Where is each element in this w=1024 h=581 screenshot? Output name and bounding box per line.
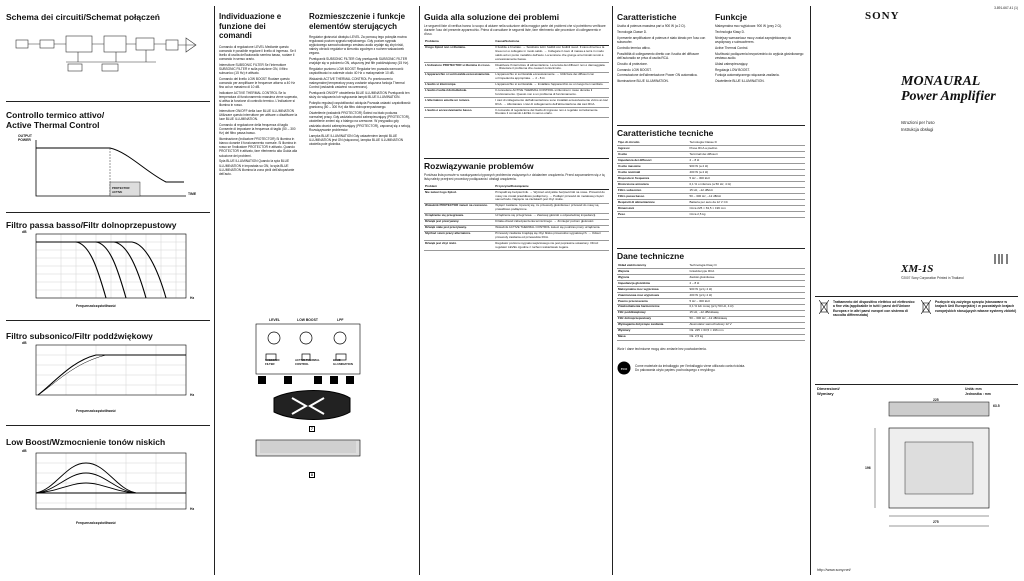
lpf-plot: [6, 230, 206, 310]
spec-pl-row-cell: Wyjścia: [617, 274, 688, 280]
features-it-title: Caratteristiche: [617, 12, 677, 22]
column-diagrams: [6, 6, 210, 575]
trouble-it-row-cell: L'apparecchio si surriscalda. → Installare l'apparecchio su un luogo ben ventilato.: [494, 82, 609, 88]
trouble-pl-row-cell: Przepalił się bezpiecznik. → Wymień wszystkie bezpieczniki na nowe. Przewód do masy nie został prawidłowo podłączony. → Podłącz przewód do metalowej części samochodu. Napięcie na zaciskach jest zbyt niskie.: [494, 190, 609, 204]
control-pl-item: Przełącznik SUBSONIC FILTER Gdy przełącznik SUBSONIC FILTER znajduje się w położeniu ON, włączony jest filtr poddźwiękowy (15 Hz).: [309, 57, 409, 66]
trouble-it-row: [424, 62, 609, 72]
weee-it: Trattamento del dispositivo elettrico od elettronico a fine vita (applicabile in tutti i paesi dell'Unione Europea e in altri paesi europei con sistema di raccolta differenziata): [833, 300, 915, 318]
specs-pl-table: [617, 263, 805, 341]
boost-plot: [6, 449, 206, 519]
spec-pl-row-cell: Układ elektroniczny: [617, 263, 688, 268]
title-power-amplifier: Power Amplifier: [901, 89, 996, 104]
spec-pl-row-cell: Maksymalna moc wyjściowa: [617, 286, 688, 292]
trouble-pl-row: [424, 190, 609, 204]
spec-it-row-cell: Ingressi: [617, 146, 688, 152]
controls-pl-title: Rozmieszczenie i funkcje elementów sterujących: [309, 12, 406, 31]
recycle-icon: [617, 361, 631, 375]
feature-it-item: Controllo termico attivo.: [617, 45, 651, 50]
features-pl-title: Funkcje: [715, 12, 748, 22]
troubleshooting-it-intro: Le seguenti liste di verifica hanno lo scopo di aiutare nella soluzione della maggior parte dei problemi che si potrebbero verificare durante l'uso del presente apparecchio. Prima di consultare le seguenti liste, fare riferimento alle procedure di collegamento e d'uso.: [424, 24, 606, 37]
spec-pl-row-cell: 5 Hz – 300 kHz: [688, 298, 805, 304]
feature-it-item: Circuito di protezione.: [617, 61, 648, 66]
circuit-diagram: [6, 28, 206, 78]
spec-pl-row-cell: Akumulator samochodowy 12 V: [688, 322, 805, 328]
control-it-item: Comando di regolazione della frequenza di taglio Consente di impostare la frequenza di taglio (50 – 300 Hz) del filtro passa basso.: [219, 123, 296, 136]
trouble-it-row: [424, 88, 609, 98]
spec-it-row-cell: Dimensioni: [617, 206, 688, 212]
dim-overall: 275: [933, 520, 939, 524]
feature-pl-item: Active Thermal Control.: [715, 45, 749, 50]
specs-pl-title: Dane techniczne: [617, 251, 685, 261]
trouble-pl-row-cell: Nie świeci logo Xplod.: [424, 190, 494, 204]
trouble-it-row-cell: L'apparecchio si surriscalda eccessivamente. → Utilizzare dei diffusori con un'impedenza appropriata. → 2 - 8 Ω.: [494, 72, 609, 82]
spec-it-row-cell: Circa 225 × 63,5 × 196 mm: [688, 206, 805, 212]
column-features-specs: [617, 6, 805, 575]
control-pl-item: Pokrętło regulacji częstotliwości odcięcia Pozwala ustawić częstotliwość graniczną (50 – 300 Hz) dla filtru dolnoprzepustowego.: [309, 101, 411, 110]
sub-hz: Hz: [190, 393, 195, 397]
panel-thermal-label: ACTIVE THERMAL CONTROL: [295, 358, 320, 367]
boost-title: Low Boost/Wzmocnienie tonów niskich: [6, 437, 166, 448]
divider-3: [612, 6, 613, 575]
control-pl-item: Regulator głośności dźwięku LEVEL Za pomocą tego pokrętła można regulować poziom sygnału wejściowego. Gdy poziom sygnału wyjściowego samochodowego zestawu audio wydaje się zbyt niski, należy obrócić regulator w kierunku zgodnym z ruchem wskazówek zegara.: [309, 35, 407, 56]
control-it-item: Interruttore ON/OFF della luce BLUE ILLUMINATION Utilizzare questo interruttore per attivare o disattivare la luce BLUE ILLUMINATION.: [219, 109, 298, 122]
trouble-pl-row-cell: Wskaźnik ACTIVE THERMAL CONTROL świeci się podczas pracy urządzenia.: [494, 225, 609, 231]
spec-pl-row-cell: Ok. 2,5 kg: [688, 334, 805, 340]
eco-note-pl: Do pakowania użyto papieru pochodzącego z recyklingu.: [635, 368, 716, 372]
trouble-it-row: [424, 108, 609, 118]
control-it-item: Indicatore ACTIVE THERMAL CONTROL Se la temperatura di funzionamento massima viene superata, si attiva la funzione di controllo termico. L'indicatore si illumina in rosso.: [219, 90, 298, 108]
spec-it-row-cell: Prese RCA a piedino: [688, 146, 805, 152]
lpf-chart: [6, 230, 210, 310]
spec-it-row-cell: Peso: [617, 212, 688, 218]
spec-pl-row-cell: 900 W (przy 2 Ω): [688, 286, 805, 292]
features-it-list: [617, 24, 709, 83]
boost-chart: [6, 449, 210, 519]
spec-it-row-cell: 2 – 8 Ω: [688, 158, 805, 164]
troubleshooting-pl-intro: Poniższa lista pomoże w rozwiązywaniu typowych problemów związanych z działaniem urządzenia. Przed zapoznaniem się z tą listą należy przejrzeć procedury podłączania i obsługi urządzenia.: [424, 172, 605, 182]
dim-unit-pl: Jednostka : mm: [965, 392, 991, 396]
th-problem: Problema: [424, 40, 494, 45]
trouble-pl-row-cell: Działa obwód zabezpieczenia termicznego. → Zmniejsz poziom głośności.: [494, 219, 609, 225]
copyright: ©2007 Sony Corporation Printed in Thailand: [901, 276, 964, 280]
feature-pl-item: Oświetlenie BLUE ILLUMINATION.: [715, 79, 765, 84]
spec-pl-row: [617, 334, 805, 340]
spec-it-row-cell: Distorsione armonica: [617, 182, 688, 188]
control-pl-item: Regulator poziomu LOW BOOST Regulator ten pozwala wzmocnić częstotliwości w zakresie około 40 Hz o maksymalnie 10 dB.: [309, 67, 404, 76]
dim-depth: 196: [865, 466, 871, 470]
lpf-title: Filtro passa basso/Filtr dolnoprzepustowy: [6, 220, 177, 230]
controls-pl-list: [309, 35, 411, 146]
sony-url: http://www.sony.net/: [817, 568, 851, 572]
sony-logo: SONY: [865, 10, 900, 22]
subsonic-title: Filtro subsonico/Filtr poddźwiękowy: [6, 331, 153, 341]
spec-it-row-cell: Uscite massime: [617, 164, 688, 170]
trouble-pl-row-cell: Słychać szum pracy alternatora.: [424, 231, 494, 241]
control-pl-item: Przełącznik ON/OFF oświetlenia BLUE ILLUMINATION Przełącznik ten służy do włączania lub wyłączania lampki BLUE ILLUMINATION.: [309, 91, 410, 100]
spec-pl-row-cell: Ok. 225 × 63,5 × 196 mm: [688, 328, 805, 334]
spec-it-row-cell: Uscite: [617, 152, 688, 158]
trouble-pl-row-cell: Urządzenie się przegrzewa. → Zastosuj głośniki o odpowiedniej impedancji.: [494, 213, 609, 219]
dim-title-1: Dimensioni/: [817, 386, 840, 391]
spec-it-row-cell: 900 W (a 2 Ω): [688, 164, 805, 170]
trouble-pl-row-cell: Dźwięk jest przerywany.: [424, 219, 494, 225]
troubleshooting-pl-table: [424, 184, 609, 251]
feature-pl-item: Możliwość podłączenia bezpośrednio do wyjścia głośnikowego zestawu audio.: [715, 51, 804, 60]
dim-height: 63.5: [993, 404, 1000, 408]
panel-lowboost-label: LOW BOOST: [297, 318, 318, 322]
spec-it-row-cell: Terminali dei diffusori: [688, 152, 805, 158]
spec-it-row-cell: Requisiti di alimentazione: [617, 200, 688, 206]
th-cause: Causa/Soluzione: [494, 40, 609, 45]
th-pl-problem: Problem: [424, 184, 494, 189]
column-controls-it: [219, 6, 299, 575]
dim-unit: Unità: mm: [965, 387, 982, 391]
thermal-ylabel: OUTPUT POWER: [18, 134, 32, 143]
trouble-it-row: [424, 98, 609, 108]
trouble-pl-row-cell: Przewody zasilania znajdują się zbyt blisko przewodów sygnałowych. → Odsuń przewody zasilania od przewodów RCA.: [494, 231, 609, 241]
lpf-hz: Hz: [190, 296, 195, 300]
column-controls-pl: [265, 6, 411, 575]
spec-pl-row-cell: Zaciski głośnikowe: [688, 274, 805, 280]
spec-pl-row-cell: 50 – 300 Hz, –12 dB/oktawę: [688, 316, 805, 322]
trouble-it-row: [424, 72, 609, 82]
spec-pl-row-cell: Znamionowa moc wyjściowa: [617, 292, 688, 298]
sub-db: dB: [22, 341, 27, 345]
control-it-item: Interruttore SUBSONIC FILTER Se l'interruttore SUBSONIC FILTER è sulla posizione ON, il filtro subsonico (15 Hz) è attivato.: [219, 62, 288, 75]
feature-pl-item: Technologia Klasy D.: [715, 29, 745, 34]
features-pl-list: [715, 24, 805, 83]
spec-it-row-cell: Filtro subsonico: [617, 188, 688, 194]
trouble-pl-row-cell: Wyłącz zasilanie. Upewnij się, że przewody głośnikowe i przewód do masy są prawidłowo podłączone.: [494, 203, 609, 213]
callout-7: 7: [311, 427, 313, 431]
spec-pl-row-cell: 15 Hz, –12 dB/oktawę: [688, 310, 805, 316]
control-panel-illustration: [254, 316, 364, 486]
trouble-pl-row-cell: Regulator poziomu sygnału wejściowego nie jest poprawnie ustawiony. Obróć regulator LEVEL zgodnie z ruchem wskazówek zegara.: [494, 241, 609, 251]
weee-bin-icon: [819, 300, 829, 314]
subsonic-plot: [6, 341, 206, 405]
dim-title-2: Wymiary: [817, 391, 834, 396]
control-pl-item: Lampka BLUE ILLUMINATION Gdy ustawieniem lampki BLUE ILLUMINATION jest ON (włączona), lampka BLUE ILLUMINATION oświetla pole głośnika.: [309, 133, 404, 146]
spec-pl-row-cell: Filtr dolnoprzepustowy: [617, 316, 688, 322]
divider-1: [214, 6, 215, 575]
specs-it-table: [617, 140, 805, 218]
feature-it-item: Possibilità di collegamento diretto con l'uscita del diffusore dell'autoradio se priva di uscita RCA.: [617, 51, 700, 60]
feature-pl-item: Układ zabezpieczający.: [715, 61, 749, 66]
spec-pl-row-cell: Wymiary: [617, 328, 688, 334]
lpf-db: dB: [22, 230, 27, 234]
spec-it-row-cell: Tecnologia Classe D: [688, 140, 805, 145]
trouble-it-row-cell: Il comando di regolazione del livello di ingresso non è regolato correttamente. Ruotare il comando LEVEL in senso orario.: [494, 108, 609, 118]
boost-freq-label: Frequenza/częstotliwość: [76, 521, 116, 526]
feature-it-item: Tecnologia Classe D.: [617, 29, 647, 34]
control-pl-item: Oświetlenie (wskaźnik PROTECTOR) Świeci na biało podczas normalnej pracy. Gdy zadziała obwód zabezpieczający (PROTECTOR), oświetlenie zmieni się z białego na czerwone. W przypadku gdy zadziała obwód zabezpieczający (PROTECTOR), zapoznaj się z sekcją Rozwiązywanie problemów.: [309, 111, 411, 132]
spec-pl-row-cell: Technologia Klasy D: [688, 263, 805, 268]
controls-it-list: [219, 45, 299, 176]
dim-width: 225: [933, 398, 939, 402]
troubleshooting-pl-title: Rozwiązywanie problemów: [424, 160, 534, 171]
weee-bin-icon-pl: [921, 300, 931, 314]
divider-2: [419, 6, 420, 575]
spec-it-row-cell: Filtro passa basso: [617, 194, 688, 200]
control-it-item: Illuminazione (Indicatore PROTECTOR) Si illumina in bianco durante il funzionamento normale. Si illumina in rosso se l'indicatore PROTECTOR è attivato. Quando PROTECTOR è attivato, fare riferimento alla Guida alla soluzione dei problemi.: [219, 137, 298, 158]
trouble-it-row-cell: Disattivare l'interruttore di alimentazione. La tenuta dei diffusori non è danneggiata. → Riavviare il problema che causa il cortocircuito.: [494, 62, 609, 72]
spec-pl-row-cell: Wymagania dotyczące zasilania: [617, 322, 688, 328]
control-pl-item: Wskaźnik ACTIVE THERMAL CONTROL Po przekroczeniu maksymalnej temperatury pracy zostanie włączona funkcja Thermal Control (wskaźnik zaświeci na czerwono).: [309, 77, 405, 90]
spec-pl-row-cell: 400 W (przy 2 Ω): [688, 292, 805, 298]
spec-it-row-cell: Impedenza dei diffusori: [617, 158, 688, 164]
spec-it-row-cell: Tipo di circuito: [617, 140, 688, 145]
spec-note: Wzór i dane techniczne mogą ulec zmianie bez powiadomienia.: [617, 346, 707, 351]
trouble-it-row-cell: Il fusibile è bruciato. → Sostituire tutti i fusibili con fusibili nuovi. Il cavo di terra e la linea non è collegato in modo saldo. → Collegare il cavo di massa a terra in modo saldo ad un punto metallico dell'auto. La tensione che giunge ai terminali remoti è eccessivamente bassa.: [494, 45, 609, 62]
thermal-box-label: PROTECTOR ACTIVE: [112, 186, 130, 195]
trouble-pl-row-cell: Dźwięk stale jest przerywany.: [424, 225, 494, 231]
feature-it-item: Comando LOW BOOST.: [617, 67, 652, 72]
subsonic-chart: [6, 341, 210, 405]
spec-it-row-cell: 400 W (a 2 Ω): [688, 170, 805, 176]
panel-lpf-label: LPF: [337, 318, 344, 322]
trouble-pl-row-cell: Wskaźnik PROTECTOR świeci na czerwono.: [424, 203, 494, 213]
barcode-icon: [993, 254, 1013, 264]
trouble-it-row-cell: Il logo Xplod non si illumina.: [424, 45, 494, 62]
trouble-pl-row: [424, 203, 609, 213]
control-it-item: Spia BLUE ILLUMINATION Quando la spia BLUE ILLUMINATION è impostata su ON, la spia BLUE ILLUMINATION illumina la zona pinili dell'altoparlante dell'auto.: [219, 159, 295, 176]
trouble-it-row-cell: L'alternatore emette un rumore.: [424, 98, 494, 108]
spec-it-row-cell: Batteria per auto da 12 V CC: [688, 200, 805, 206]
spec-pl-row-cell: Wejścia: [617, 268, 688, 274]
feature-pl-item: Maksymalna moc wyjściowa: 900 W (przy 2 Ω).: [715, 24, 782, 28]
dimension-drawing: [815, 398, 1015, 538]
svg-text:eco: eco: [620, 366, 628, 371]
feature-it-item: Commutazione dell'alimentazione Power ON automatica.: [617, 73, 698, 78]
spec-pl-row-cell: Filtr poddźwiękowy: [617, 310, 688, 316]
trouble-pl-row-cell: Dźwięk jest zbyt niski.: [424, 241, 494, 251]
spec-pl-row-cell: Zniekształcenia harmoniczne: [617, 304, 688, 310]
boost-hz: Hz: [190, 507, 195, 512]
spec-it-row-cell: Uscite nominali: [617, 170, 688, 176]
trouble-it-row-cell: Il connettore ACTIVE THERMAL CONTROL si illumina in rosso durante il funzionamento. Questo non è un problema di funzionamento.: [494, 88, 609, 98]
column-cover: [815, 6, 1018, 575]
spec-pl-row-cell: Pasmo przenoszenia: [617, 298, 688, 304]
model-name: XM-1S: [901, 263, 934, 275]
column-troubleshooting: [424, 6, 609, 575]
spec-it-row: [617, 212, 805, 218]
feature-pl-item: Funkcja automatycznego włączania zasilania.: [715, 73, 780, 78]
troubleshooting-it-title: Guida alla soluzione dei problemi: [424, 12, 560, 22]
trouble-it-row: [424, 45, 609, 62]
schema-title: Schema dei circuiti/Schemat połączeń: [6, 12, 161, 22]
divider-4: [810, 6, 811, 575]
controls-it-title: Individuazione e funzione dei comandi: [219, 12, 282, 40]
lpf-freq-label: Frequenza/częstotliwość: [76, 304, 116, 308]
lang-it: Istruzioni per l'uso: [901, 120, 935, 125]
trouble-pl-row-cell: Urządzenie się przegrzewa.: [424, 213, 494, 219]
control-it-item: Comando di regolazione LEVEL Mediante questo comando è possibile regolare il livello di ingresso. Se il livello di uscita dell'autoradio sembra basso, ruotare il comando in senso orario.: [219, 44, 297, 61]
trouble-pl-row: [424, 241, 609, 251]
feature-it-item: Illuminazione BLUE ILLUMINATION.: [617, 79, 669, 84]
spec-pl-row-cell: 0,1 % lub mniej (przy 50 Hz, 4 Ω): [688, 304, 805, 310]
trouble-pl-row: [424, 231, 609, 241]
weee-pl: Pozbycie się zużytego sprzętu (stosowane w krajach Unii Europejskiej i w pozostałych krajach europejskich stosujących własne systemy zbiórki): [935, 300, 1017, 313]
spec-it-row-cell: 50 – 300 Hz, –12 dB/ott: [688, 194, 805, 200]
spec-pl-row-cell: Masa: [617, 334, 688, 340]
th-pl-cause: Przyczyna/Rozwiązanie: [494, 184, 609, 189]
eco-note-it: Come materiale da imballaggio per l'imballaggio viene utilizzato carta riciclata.: [635, 363, 746, 368]
thermal-title-1: Controllo termico attivo/: [6, 110, 105, 120]
boost-db: dB: [22, 449, 27, 454]
trouble-it-row-cell: I cavi di collegamento dell'alimentazione sono installati eccessivamente vicino ai cavi RCA. → Allontanare i cavi di collegamento dell'alimentazione dai cavi RCA.: [495, 97, 608, 106]
spec-it-row-cell: 15 Hz, –12 dB/ott: [688, 188, 805, 194]
specs-it-title: Caratteristiche tecniche: [617, 128, 714, 139]
control-it-item: Comando del livello LOW BOOST Ruotare questo comando per amplificare le frequenze attorno a 40 Hz fino ad un massimo di 10 dB.: [219, 76, 296, 89]
doc-code: 3-891-667-41 (1): [994, 6, 1018, 10]
trouble-it-row-cell: L'apparecchio si surriscalda eccessivamente.: [424, 72, 494, 82]
thermal-xlabel: TIME: [188, 192, 197, 196]
feature-it-item: Uscita di potenza massima pari a 900 W (a 2 Ω).: [617, 24, 686, 28]
panel-subsonic-label: SUBSONIC FILTER: [265, 358, 280, 367]
panel-level-label: LEVEL: [269, 318, 280, 322]
spec-it-row-cell: 5 Hz – 300 kHz: [688, 176, 805, 182]
panel-blue-label: BLUE ILLUMINATION: [333, 358, 353, 367]
lang-pl: Instrukcja obsługi: [901, 127, 934, 132]
feature-it-item: Il presente amplificatore di potenza è stato ideato per l'uso con subwoofer.: [617, 35, 706, 44]
feature-pl-item: Regulacja LOW BOOST.: [715, 67, 750, 72]
spec-pl-row-cell: Impedancja głośników: [617, 280, 688, 286]
trouble-it-row-cell: L'audio si interrompe.: [424, 82, 494, 88]
trouble-it-row-cell: L'audio è eccessivamente basso.: [424, 108, 494, 118]
trouble-it-row-cell: L'audio risulta ridotto/debole.: [424, 88, 494, 98]
spec-it-row-cell: Circa 2,5 kg: [688, 212, 805, 218]
spec-it-row-cell: 0,1 % o inferiore (a 50 Hz, 4 Ω): [688, 182, 805, 188]
title-monaural: MONAURAL: [901, 74, 981, 89]
feature-pl-item: Niniejszy wzmacniacz mocy został zaprojektowany do współpracy z subwooferem.: [715, 35, 792, 44]
spec-it-row-cell: Risposta in frequenza: [617, 176, 688, 182]
thermal-chart: [6, 134, 210, 204]
sub-freq-label: Frequenza/częstotliwość: [76, 409, 116, 413]
troubleshooting-it-table: [424, 40, 609, 118]
spec-pl-row-cell: Gniazda typu RCA: [688, 268, 805, 274]
spec-pl-row-cell: 2 – 8 Ω: [688, 280, 805, 286]
trouble-it-row-cell: L'indicatore PROTECTOR si illumina in rosso.: [424, 62, 494, 72]
callout-8: 8: [311, 473, 313, 477]
thermal-title-2: Active Thermal Control: [6, 120, 100, 130]
